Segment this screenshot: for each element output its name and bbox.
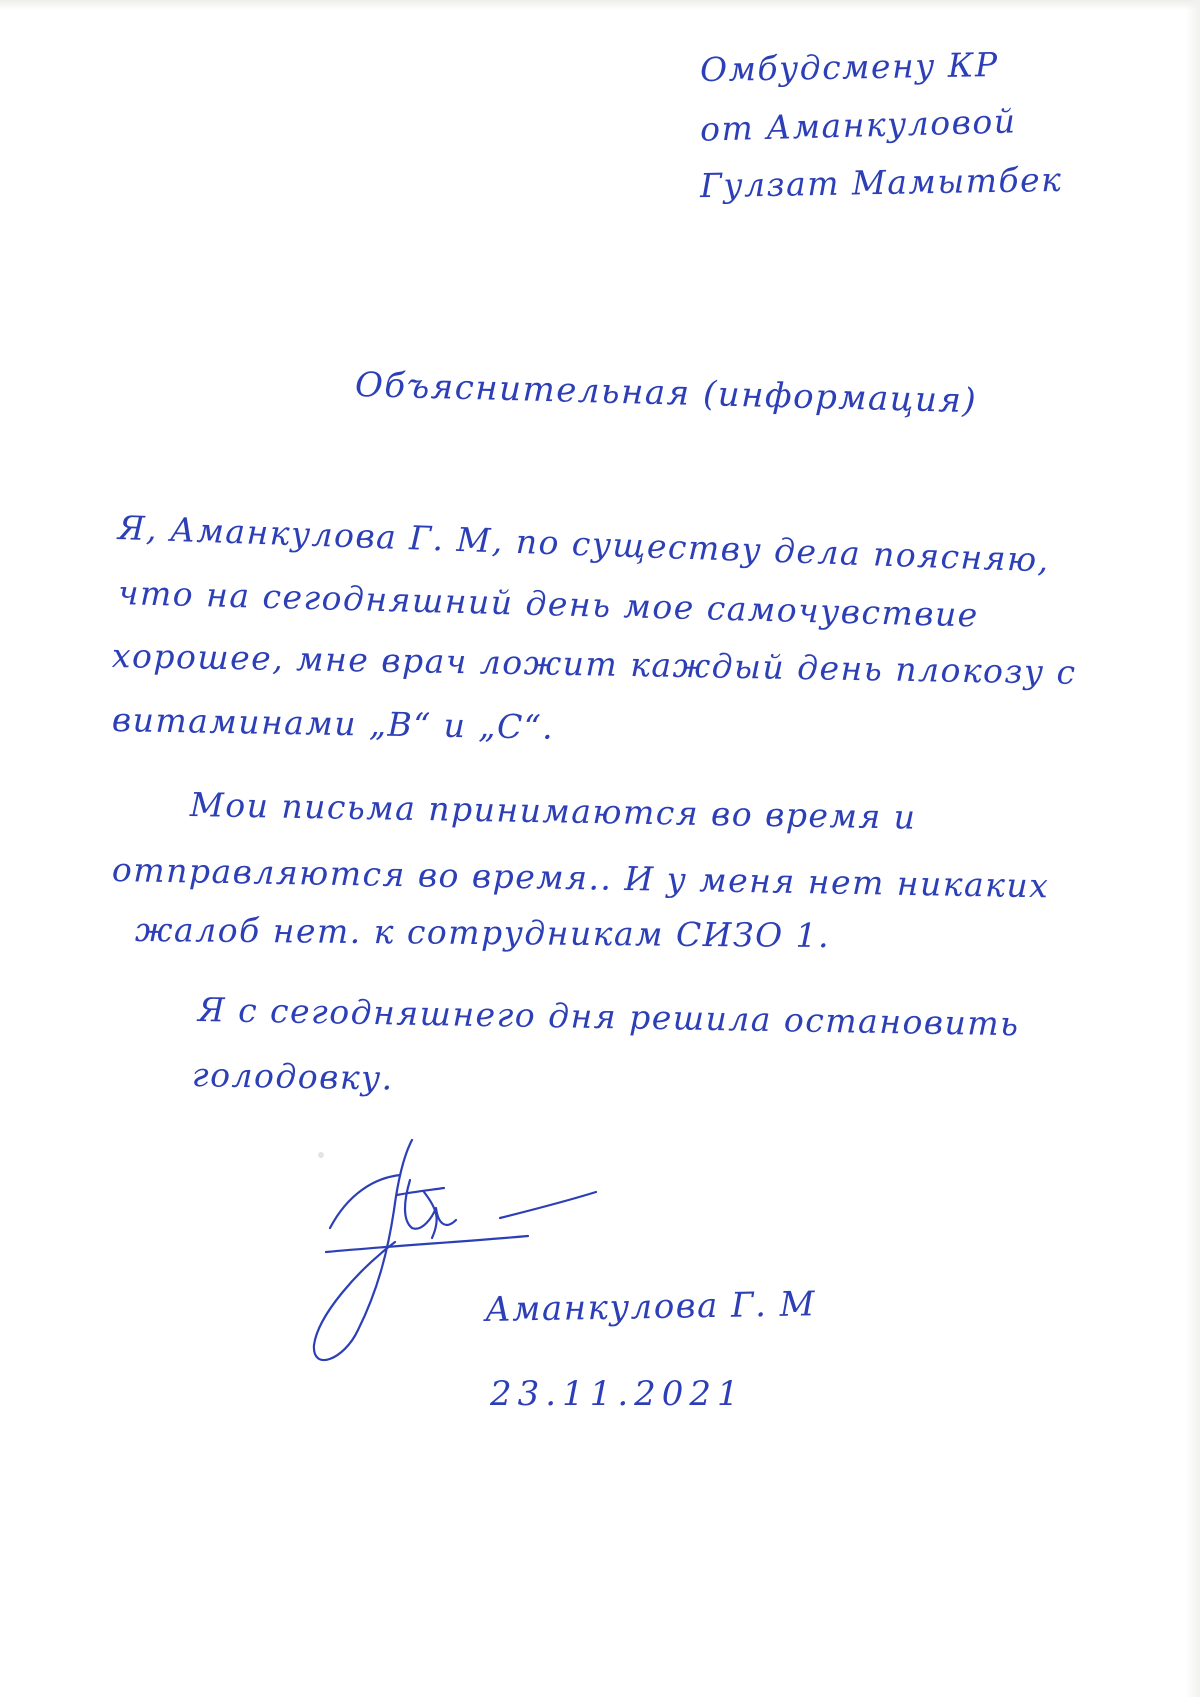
addressee-block — [700, 38, 1062, 212]
addressee-line: Гулзат Мамытбек — [699, 159, 1063, 206]
body-line: что на сегодняшний день мое самочувствие — [117, 573, 980, 635]
document-title: Объяснительная (информация) — [354, 365, 978, 422]
scan-shadow-top — [0, 0, 1200, 10]
handwritten-signature — [300, 1120, 620, 1380]
body-line: витаминами „В“ и „С“. — [111, 700, 555, 747]
signer-name: Аманкулова Г. М — [484, 1284, 817, 1330]
body-line: Я с сегодняшнего дня решила остановить — [197, 990, 1020, 1044]
body-line: отправляются во время.. И у меня нет никаких — [111, 850, 1050, 906]
body-line: Мои письма принимаются во время и — [189, 785, 917, 837]
scan-shadow-right — [1186, 0, 1200, 1697]
body-line: жалоб нет. к сотрудникам СИЗО 1. — [134, 910, 831, 956]
addressee-line: от Аманкуловой — [699, 101, 1017, 149]
body-line: голодовку. — [191, 1055, 395, 1098]
body-line: хорошее, мне врач ложит каждый день плокозу с — [111, 636, 1077, 692]
addressee-line: Омбудсмену КР — [699, 44, 999, 90]
document-date: 23.11.2021 — [490, 1374, 745, 1414]
body-line: Я, Аманкулова Г. М, по существу дела поясняю, — [117, 508, 1051, 580]
